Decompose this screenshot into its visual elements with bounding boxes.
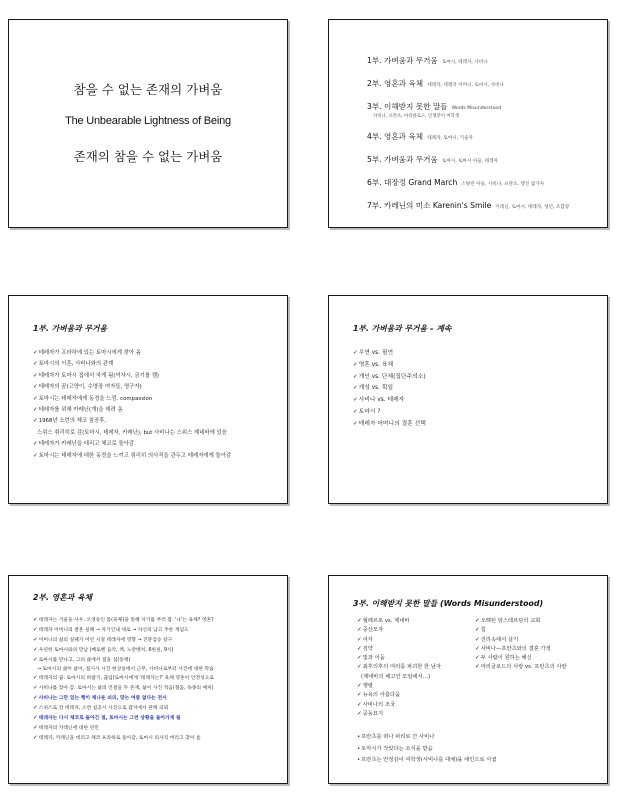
list-item: ✓ 오래된 암스테르담의 교회	[475, 617, 567, 626]
toc-characters-line: 사비나, 프란츠, 마리클로드, 인생같이 여학생	[373, 114, 460, 119]
toc-characters: 토마시, 토마시 아들, 테레자	[441, 159, 498, 164]
list-item: ✓ 두 사람이 원하는 해신	[475, 654, 567, 663]
toc-part-title: 4부. 영혼과 육체	[367, 132, 424, 141]
list-item: ✓ 테레자는 다시 체코로 돌아간 점, 토마시는 그런 상황을 돌아가게 됨	[33, 714, 281, 724]
list-item: ✓ 테레자가 카레닌을 데리고 체코로 돌아감	[33, 439, 281, 450]
toc-part-title: 5부. 가벼움과 무거움	[367, 155, 438, 164]
list-item: ✓ 테레자가 프라하에 있는 토마시에게 찾아 옴	[33, 348, 281, 359]
toc-part-title: 3부. 이해받지 못한 말들	[367, 102, 448, 111]
list-item: ✓ 우연한 토마시와의 만남 (베토벤 음악, 책, 노란벤치, 6한실, 9시)	[33, 646, 281, 656]
list-item: ✓ 개성 vs. 획일	[353, 383, 601, 395]
list-item: ✓ 힘	[475, 626, 567, 635]
list-item: ✓ 사비나 vs. 테레자	[353, 395, 601, 407]
list-item: ✓ 영혼 vs. 육체	[353, 360, 601, 372]
bullet-list	[353, 348, 601, 431]
list-item: ✓ 사비나의 조국	[357, 701, 475, 710]
slide-3-part1[interactable]	[8, 295, 288, 504]
list-item: • 프란츠를 떠나 파리로 간 사비나	[357, 732, 496, 744]
toc-part-title: 6부. 대장정 Grand March	[367, 178, 458, 187]
list-item: ✓ 어머니의 삶의 실패가 어린 시절 테레자에 영향 → 진분검승 갈구	[33, 636, 281, 646]
list-item: ✓ 사비나를 찾아 감: 토마시는 삶의 언결을 두 존재, 삶이 사진 적음(철움, 독종의 예처)	[33, 684, 281, 694]
table-of-contents	[367, 56, 601, 224]
list-item: ✓ 테레자의 꿈(고양이, 수영장 여자들, 명구자)	[33, 382, 281, 393]
list-item: ✓ 테레자, 카레닌을 데리고 체코 프라하로 돌아감, 토마시 의사직 버리고 찾아 옴	[33, 734, 281, 744]
list-item: • 토마시가 작았다는 소식을 받음	[357, 744, 496, 756]
subtitle-korean: 존재의 참을 수 없는 가벼움	[73, 149, 223, 164]
list-item: ✓ 스위스로 간 테레자, 소련 침공시 사진으로 잡지에서 관례 의뢰	[33, 704, 281, 714]
list-item: ✓ 빛과 어둠	[357, 654, 475, 663]
toc-characters: 테레자, 테레자 어머니, 토마시, 사비나	[427, 83, 504, 88]
slide-heading: 1부. 가벼움과 무거움	[33, 324, 108, 333]
list-item: ✓ 테레자는 거울을 사우, 오영동인 몸(육체)을 통해 자기를 부러 함. '나'는 육체? 영혼?	[33, 616, 281, 626]
list-item: ✓ 1968년 소련의 체코 침공후,	[33, 416, 281, 427]
toc-characters: Words Misunderstood	[451, 106, 502, 111]
two-column-list	[357, 617, 601, 719]
list-item: ✓ 토마시는 테레자에 대한 동정을 느끼고 취리히 의사직을 관두고 테레자에게 돌아감	[33, 451, 281, 462]
toc-part-title: 1부. 가벼움과 무거움	[367, 56, 438, 65]
toc-characters: 토마시, 테레자, 사비나	[441, 60, 488, 65]
list-item: 스위스 취리히로 감(토마시, 테레자, 카레닌), but 사비나는 스위스 제네바에 있음	[37, 429, 227, 436]
slide-heading: 1부. 가벼움과 무거움 – 계속	[353, 324, 452, 333]
toc-item	[367, 56, 601, 67]
list-item: ✓ 검약	[357, 645, 475, 654]
list-item: ✓ 사비나—프란츠와의 결혼 가정	[475, 645, 567, 654]
toc-item	[367, 178, 601, 189]
bullet-list	[33, 348, 281, 462]
list-item: ✓ 토마시의 이혼, 사비나와의 관계	[33, 359, 281, 370]
list-item: ✓ 마리클로드의 사랑 vs. 프란츠의 사랑	[475, 663, 567, 672]
title-english: The Unbearable Lightness of Being	[65, 115, 231, 127]
list-item: ✓ 테레자를 위해 카레닌(개)을 데려 옴	[33, 405, 281, 416]
list-item: ✓ 공동묘지	[357, 710, 475, 719]
right-column	[475, 617, 567, 719]
toc-item	[367, 102, 601, 120]
list-item: ✓ 중산모자	[357, 626, 475, 635]
list-item: ✓ 테레자 어머니의 결혼 실패 → 자기인내 세로 → 자신의 남고 추한 개념도	[33, 626, 281, 636]
toc-item	[367, 201, 601, 212]
list-item: ✓ 최후의후의 여러를 파괴한 한 남자	[357, 663, 475, 672]
toc-part-title: 2부. 영혼과 육체	[367, 79, 424, 88]
toc-part-title: 7부. 카레닌의 미소 Karenin's Smile	[367, 201, 492, 210]
slide-heading: 2부. 영혼과 육체	[33, 593, 93, 602]
list-item: ✓ 개인 vs. 단체(집단주의소)	[353, 372, 601, 384]
bullet-list	[33, 616, 281, 744]
list-item: • 프란츠는 안정감이 여학생(사비나를 대체)을 애인으로 사귐	[357, 755, 496, 767]
list-item: ✓ 진리속에서 살기	[475, 636, 567, 645]
list-item: (제네바의 해고인 모임에서…)	[361, 673, 431, 680]
list-item: ✓ 뉴욕의 아름다움	[357, 691, 475, 700]
list-item: ✓ 사비나는 그만 있는 행이 제나운 쇠의, 맞는 여름 없다는 전서	[33, 694, 281, 704]
list-item: ✓ 월례르로 vs. 제네바	[357, 617, 475, 626]
list-item: ✓ 토마시 ?	[353, 407, 601, 419]
slide-1-title[interactable]	[8, 19, 288, 228]
toc-characters: 스탈린 아들, 사비나, 프란츠, 행진 참가자	[461, 182, 545, 187]
toc-characters: 카레닌, 토마시, 테레자, 청년, 조합장	[495, 205, 570, 210]
slide-2-contents[interactable]	[328, 19, 608, 228]
left-column	[357, 617, 475, 719]
list-item: → 토마시의 삶이 삶이, 집시사 사진 현상실에서 근무, 사비나로부터 사진에 대한 학습	[37, 666, 214, 672]
list-item: ✓ 여자	[357, 636, 475, 645]
list-item: ✓ 우연 vs. 필연	[353, 348, 601, 360]
slide-4-part1-cont[interactable]	[328, 295, 608, 504]
list-item: ✓ 테레자의 카레닌에 대한 연민	[33, 724, 281, 734]
slide-heading: 3부. 이해받지 못한 말들 (Words Misunderstood)	[353, 599, 544, 608]
slide-6-part3[interactable]	[328, 575, 608, 784]
list-item: ✓ 테레자 어머니의 결혼 선택	[353, 419, 601, 431]
bottom-list	[357, 732, 496, 767]
slide-5-part2[interactable]	[8, 575, 288, 784]
list-item: ✓ 행렬	[357, 682, 475, 691]
toc-item	[367, 155, 601, 166]
list-item: ✓ 토마시는 테레자에게 동정을 느낌. compassion	[33, 394, 281, 405]
title-korean: 참을 수 없는 존재의 가벼움	[73, 82, 223, 97]
list-item: ✓ 토마시를 만나고, 그의 삶에서 점을 섬(동맹)	[33, 656, 281, 666]
toc-item	[367, 79, 601, 90]
toc-item	[367, 132, 601, 143]
list-item: ✓ 테레자가 토마시 집에서 자게 됨(여자시, 금기를 깸)	[33, 371, 281, 382]
list-item: ✓ 테레자의 꿈: 토마시의 바람기, 끊임(토마시에게 '테레자는?' 육체 영혼이 안정성으로	[33, 674, 281, 684]
toc-characters: 테레자, 토마시, 기술자	[427, 136, 473, 141]
